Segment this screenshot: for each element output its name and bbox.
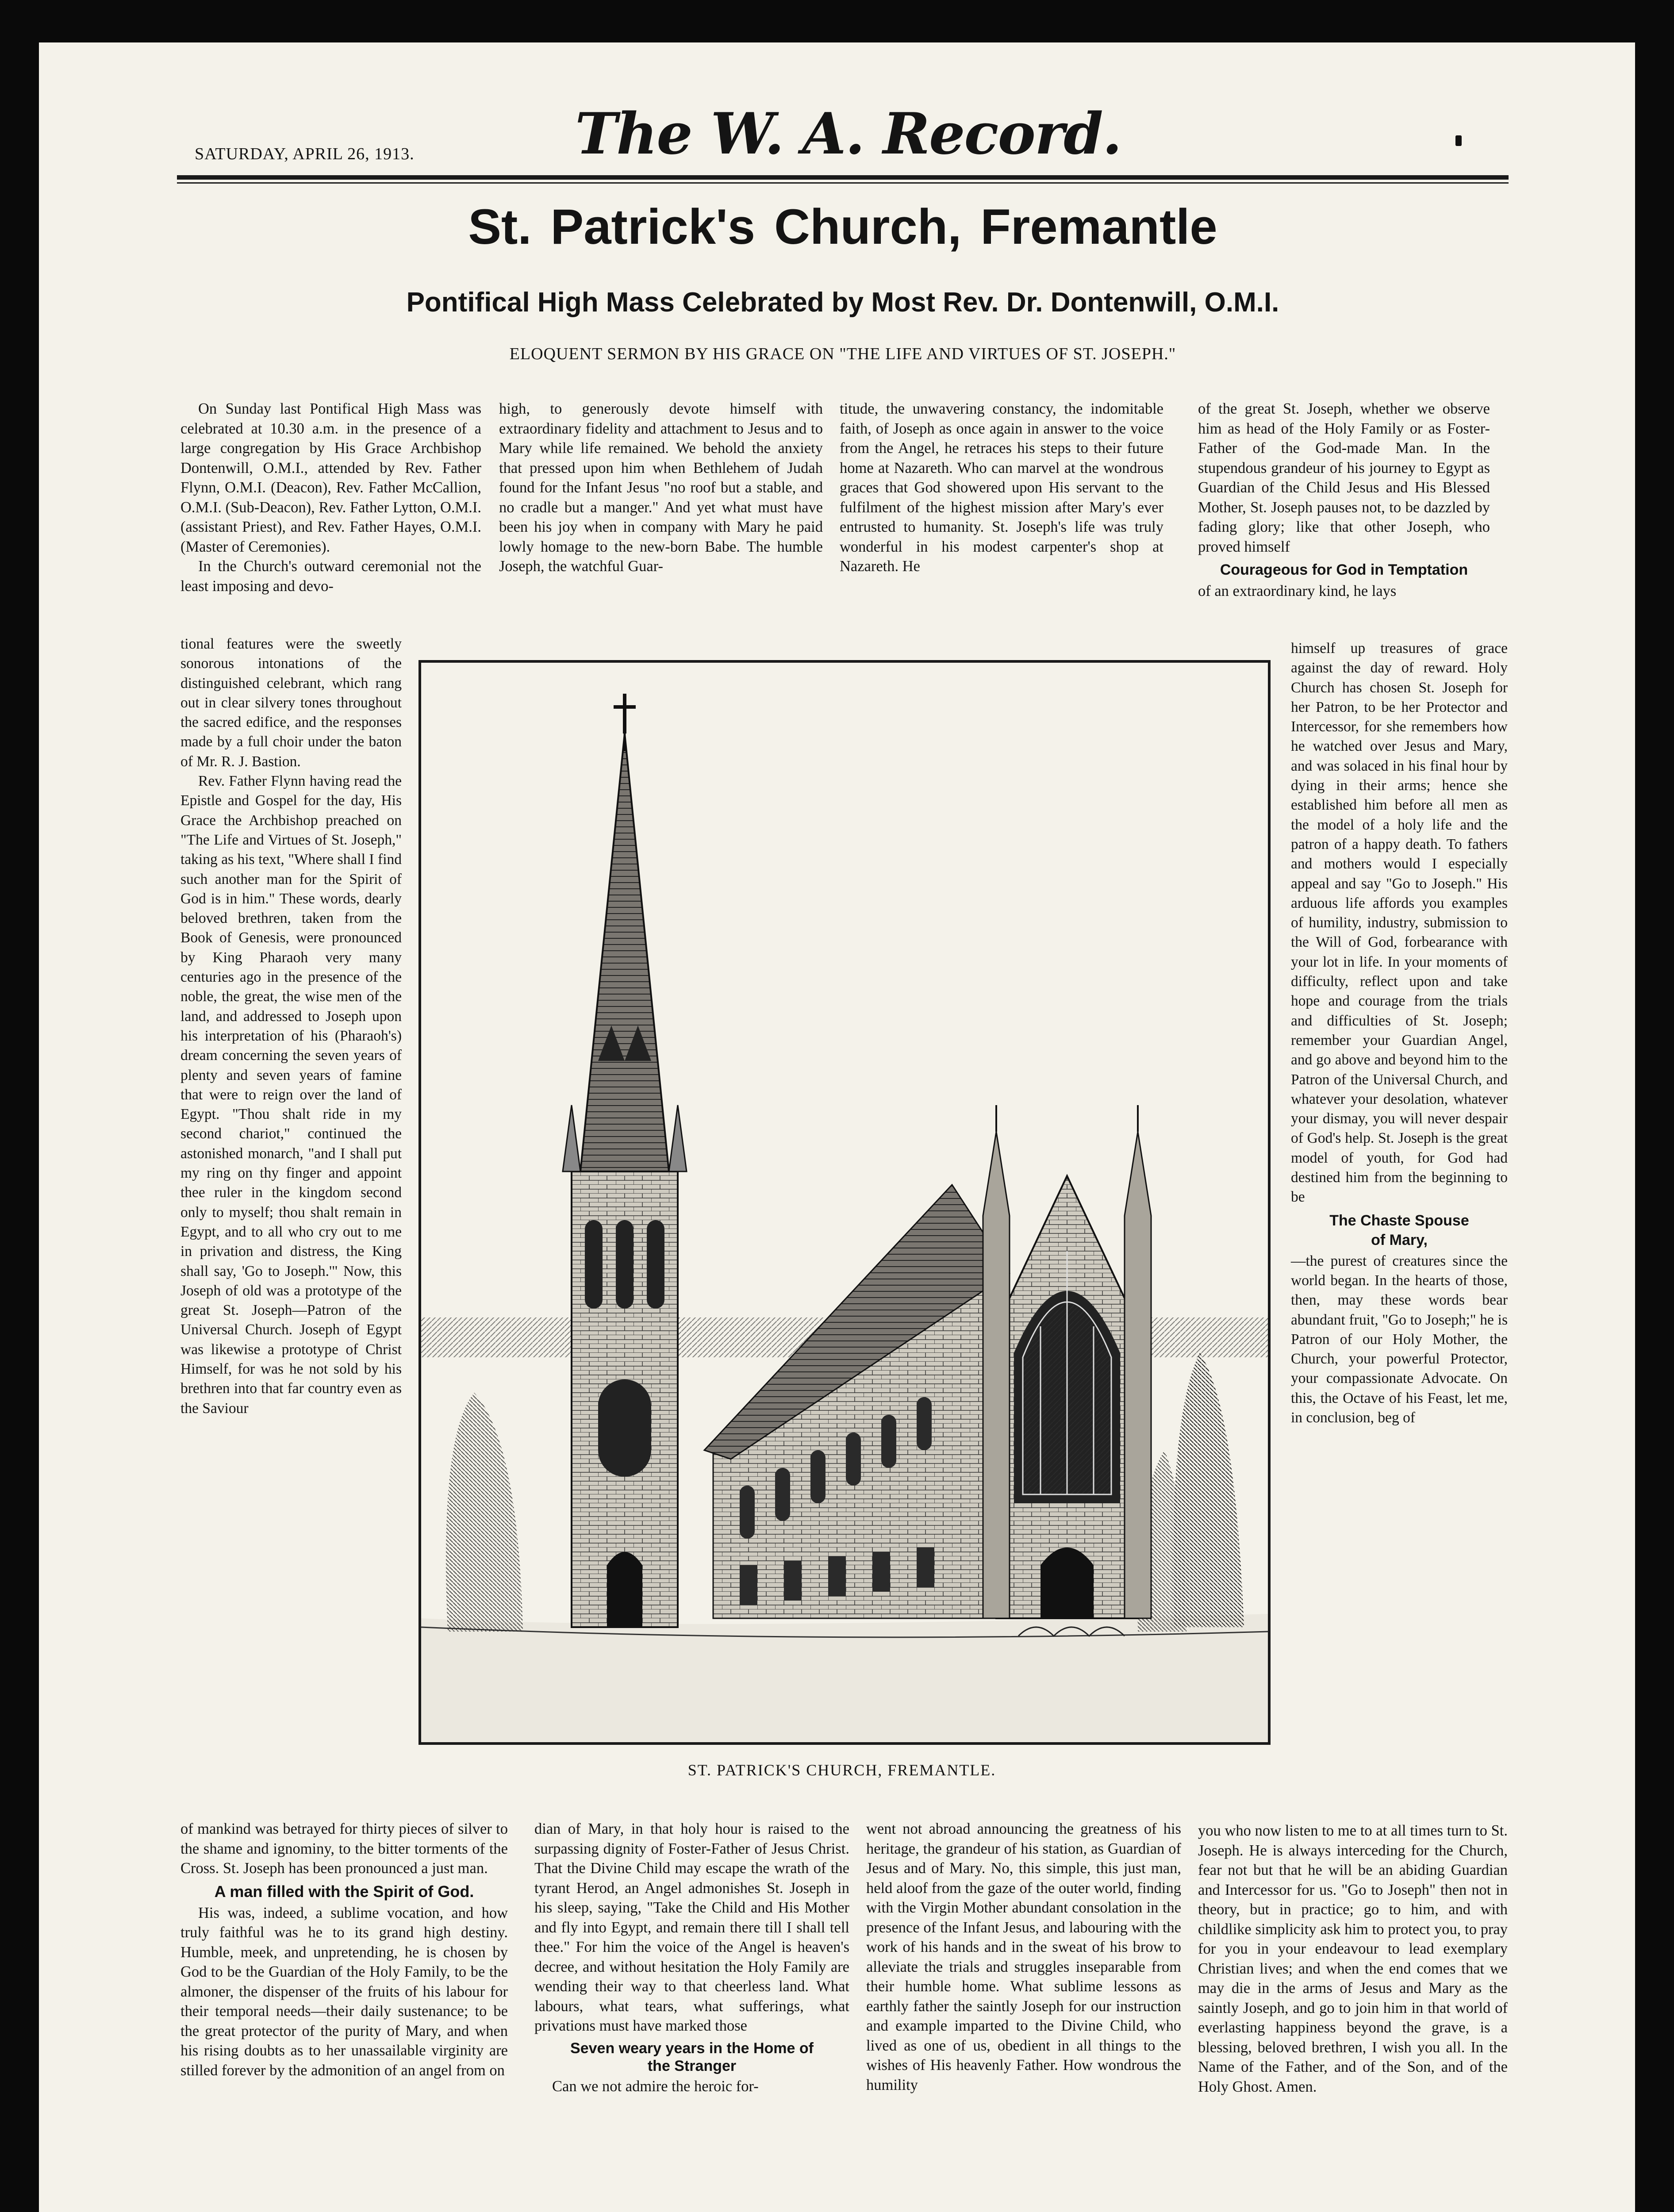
- column-1-bottom: [180, 1819, 508, 2080]
- paragraph: —the purest of creatures since the world began. In the hearts of those, then, may these words bear abundant fruit, "Go to Joseph;" he is Patron of our Holy Mother, the Church, your powerful Protector, your compassionate Advocate. On this, the Octave of his Feast, let me, in conclusion, beg of: [1291, 1252, 1508, 1426]
- illustration-caption: ST. PATRICK'S CHURCH, FREMANTLE.: [687, 1761, 996, 1779]
- subheadline: Pontifical High Mass Celebrated by Most Rev. Dr. Dontenwill, O.M.I.: [406, 287, 1279, 318]
- masthead-title: The W. A. Record.: [575, 101, 1121, 167]
- headline: St. Patrick's Church, Fremantle: [468, 199, 1217, 254]
- masthead-rule-thin: [177, 182, 1509, 184]
- paragraph: himself up treasures of grace against the day of reward. Holy Church has chosen St. Joseph for her Patron, to be her Protector and Intercessor, for she remembers how he watched over Jesus and Mary, and was solaced in his final hour by dying in their arms; hence she established him before all men as the model of a holy life and the patron of a happy death. To fathers and mothers would I especially appeal and say "Go to Joseph." His arduous life affords you examples of humility, industry, submission to the Will of God, forbearance with your lot in life. In your moments of difficulty, reflect upon and take hope and courage from the trials and difficulties of St. Joseph; remember your Guardian Angel, and go above and beyond him to the Patron of the Universal Church, and whatever your desolation, whatever your dismay, you will never despair of God's help. St. Joseph is the great model of youth, for God had destined him from the beginning to be: [1291, 640, 1508, 1206]
- paragraph: of the great St. Joseph, whether we observe him as head of the Holy Family or as Foster-Father of the God-made Man. In the stupendous grandeur of his journey to Egypt as Guardian of the Child Jesus and His Blessed Mother, St. Joseph pauses not, to be dazzled by fading glory; like that other Joseph, who proved himself: [1198, 400, 1490, 555]
- column-2-bottom: [534, 1819, 849, 2096]
- paragraph: dian of Mary, in that holy hour is raised to the surpassing dignity of Foster-Father of Jesus Christ. That the Divine Child may escape the wrath of the tyrant Herod, an Angel admonishes St. Joseph in his sleep, saying, "Take the Child and His Mother and fly into Egypt, and remain there till I shall tell thee." For him the voice of the Angel is heaven's decree, and without hesitation the Holy Family are wending their way to that cheerless land. What labours, what tears, what sufferings, what privations must have marked those: [534, 1820, 849, 2034]
- column-4-top: [1198, 399, 1490, 601]
- subheading: Seven weary years in the Home of the Stranger: [570, 2039, 814, 2074]
- subheading: Courageous for God in Temptation: [1220, 561, 1468, 578]
- column-1-narrow: [180, 634, 402, 1418]
- kicker: ELOQUENT SERMON BY HIS GRACE ON "THE LIFE AND VIRTUES OF ST. JOSEPH.": [509, 345, 1176, 363]
- paragraph: tional features were the sweetly sonorous intonations of the distinguished celebrant, which rang out in clear silvery tones throughout the sacred edifice, and the responses made by a full choir under the baton of Mr. R. J. Bastion.: [180, 636, 402, 770]
- subheading: A man filled with the Spirit of God.: [214, 1882, 474, 1901]
- paragraph: In the Church's outward ceremonial not the least imposing and devo-: [180, 558, 481, 595]
- column-2-top: [499, 399, 823, 576]
- masthead-rule-thick: [177, 175, 1509, 180]
- paragraph: of mankind was betrayed for thirty pieces of silver to the shame and ignominy, to the bitter torments of the Cross. St. Joseph has been pronounced a just man.: [180, 1820, 508, 1877]
- paragraph: you who now listen to me to at all times turn to St. Joseph. He is always interceding for the Church, fear not but that he will be an abiding Guardian and Intercessor for us. "Go to Joseph" then not in theory, but in practice; go to him, and with childlike simplicity ask him to protect you, to pray for you in your endeavour to lead exemplary Christian lives; and when the end comes that we may die in the arms of Jesus and Mary as the saintly Joseph, and go to join him in that world of everlasting happiness beyond the grave, is a blessing, beloved brethren, I wish you all. In the Name of the Father, and of the Son, and of the Holy Ghost. Amen.: [1198, 1822, 1508, 2095]
- paragraph: On Sunday last Pontifical High Mass was celebrated at 10.30 a.m. in the presence of a large congregation by His Grace Archbishop Dontenwill, O.M.I., attended by Rev. Father Flynn, O.M.I. (Deacon), Rev. Father McCallion, O.M.I. (Sub-Deacon), Rev. Father Lytton, O.M.I. (assistant Priest), and Rev. Father Hayes, O.M.I. (Master of Ceremonies).: [180, 400, 481, 555]
- column-4-narrow: [1291, 639, 1508, 1428]
- ink-dot: [1455, 135, 1462, 146]
- paragraph: His was, indeed, a sublime vocation, and how truly faithful was he to its grand high destiny. Humble, meek, and unpretending, he is chosen by God to be the Guardian of the Holy Family, to be the almoner, the dispenser of the fruits of his labour for their temporal needs—their daily sustenance; to be the great protector of the purity of Mary, and when his rising doubts as to her unassailable virginity are stilled forever by the admonition of an angel from on: [180, 1904, 508, 2079]
- column-3-top: [840, 399, 1163, 576]
- subheading: The Chaste Spouse: [1329, 1212, 1469, 1229]
- column-4-bottom: [1198, 1821, 1508, 2097]
- paragraph: Can we not admire the heroic for-: [552, 2078, 759, 2095]
- church-illustration: [418, 660, 1271, 1745]
- church-drawing: [421, 663, 1268, 1742]
- issue-date: SATURDAY, APRIL 26, 1913.: [195, 145, 415, 163]
- paragraph: of an extraordinary kind, he lays: [1198, 583, 1397, 599]
- paragraph: Rev. Father Flynn having read the Epistle and Gospel for the day, His Grace the Archbishop preached on "The Life and Virtues of St. Joseph," taking as his text, "Where shall I find such another man for the Spirit of God is in him." These words, dearly beloved brethren, taken from the Book of Genesis, were pronounced by King Pharaoh very many centuries ago in the presence of the noble, the great, the wise men of the land, and addressed to Joseph upon his interpretation of his (Pharaoh's) dream concerning the seven years of plenty and seven years of famine that were to reign over the land of Egypt. "Thou shalt ride in my second chariot," continued the astonished monarch, "and I shall put my ring on thy finger and appoint thee ruler in the kingdom second only to myself; thou shalt remain in Egypt, and to all who cry out to me in privation and distress, the King shall say, 'Go to Joseph.'" Now, this Joseph of old was a prototype of the great St. Joseph—Patron of the Universal Church. Joseph of Egypt was likewise a prototype of Christ Himself, for was he not sold by his brethren into that far country even as the Saviour: [180, 773, 402, 1417]
- paragraph: went not abroad announcing the greatness of his heritage, the grandeur of his station, as Guardian of Jesus and of Mary. No, this simple, this just man, held aloof from the gaze of the outer world, finding with the Virgin Mother abundant consolation in the presence of the Infant Jesus, and labouring with the work of his hands and in the sweat of his brow to alleviate the trials and struggles inseparable from their humble home. What sublime lessons as earthly father the saintly Joseph for our instruction and example imparted to the Divine Child, who lived as one of us, obedient in all things to the wishes of His heavenly Father. How wondrous the humility: [866, 1820, 1181, 2093]
- paragraph: titude, the unwavering constancy, the indomitable faith, of Joseph as once again in answer to the voice from the Angel, he retraces his steps to their future home at Nazareth. Who can marvel at the wondrous graces that God showered upon His servant to the fulfilment of the highest mission after Mary's ever entrusted to humanity. St. Joseph's life was truly wonderful in his modest carpenter's shop at Nazareth. He: [840, 400, 1163, 575]
- column-1-top: [180, 399, 481, 596]
- paragraph: high, to generously devote himself with extraordinary fidelity and attachment to Jesus and to Mary while life remained. We behold the anxiety that pressed upon him when Bethlehem of Judah found for the Infant Jesus "no roof but a stable, and no cradle but a manger." And yet what must have been his joy when in company with Mary he paid lowly homage to the new-born Babe. The humble Joseph, the watchful Guar-: [499, 400, 823, 575]
- column-3-bottom: [866, 1819, 1181, 2095]
- subheading: of Mary,: [1371, 1231, 1428, 1248]
